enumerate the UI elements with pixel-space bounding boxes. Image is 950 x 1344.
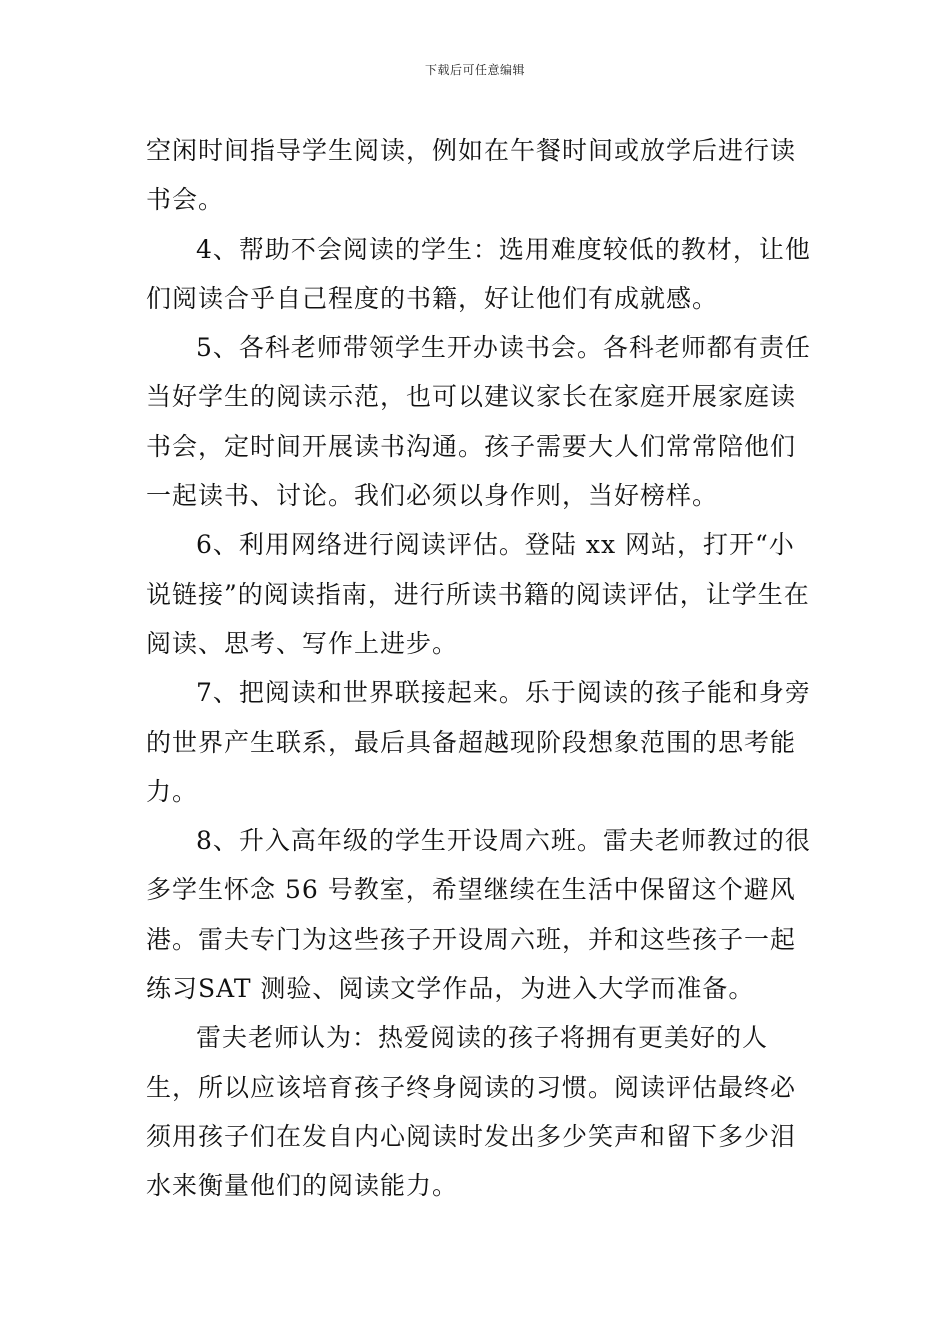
page-header: 下载后可任意编辑 — [424, 63, 525, 77]
paragraph-continuation: 空闲时间指导学生阅读，例如在午餐时间或放学后进行读书会。 — [146, 136, 797, 215]
paragraph-item-7: 7、把阅读和世界联接起来。乐于阅读的孩子能和身旁的世界产生联系，最后具备超越现阶段想象范围的思考能力。 — [146, 678, 811, 806]
paragraph-item-5: 5、各科老师带领学生开办读书会。各科老师都有责任当好学生的阅读示范，也可以建议家长在家庭开展家庭读书会，定时间开展读书沟通。孩子需要大人们常常陪他们一起读书、讨论。我们必须以身作则，当好榜样。 — [146, 333, 811, 511]
paragraph-item-4: 4、帮助不会阅读的学生：选用难度较低的教材，让他们阅读合乎自己程度的书籍，好让他们有成就感。 — [146, 234, 811, 313]
paragraph-item-6: 6、利用网络进行阅读评估。登陆 xx 网站，打开“小说链接”的阅读指南，进行所读书籍的阅读评估，让学生在阅读、思考、写作上进步。 — [146, 530, 810, 658]
paragraph-item-8: 8、升入高年级的学生开设周六班。雷夫老师教过的很多学生怀念 56 号教室，希望继续在生活中保留这个避风港。雷夫专门为这些孩子开设周六班，并和这些孩子一起练习SAT 测验、阅读文学作品，为进入大学而准备。 — [146, 826, 811, 1004]
paragraph-conclusion: 雷夫老师认为：热爱阅读的孩子将拥有更美好的人生，所以应该培育孩子终身阅读的习惯。阅读评估最终必须用孩子们在发自内心阅读时发出多少笑声和留下多少泪水来衡量他们的阅读能力。 — [146, 1023, 797, 1201]
document-body — [146, 126, 816, 1211]
